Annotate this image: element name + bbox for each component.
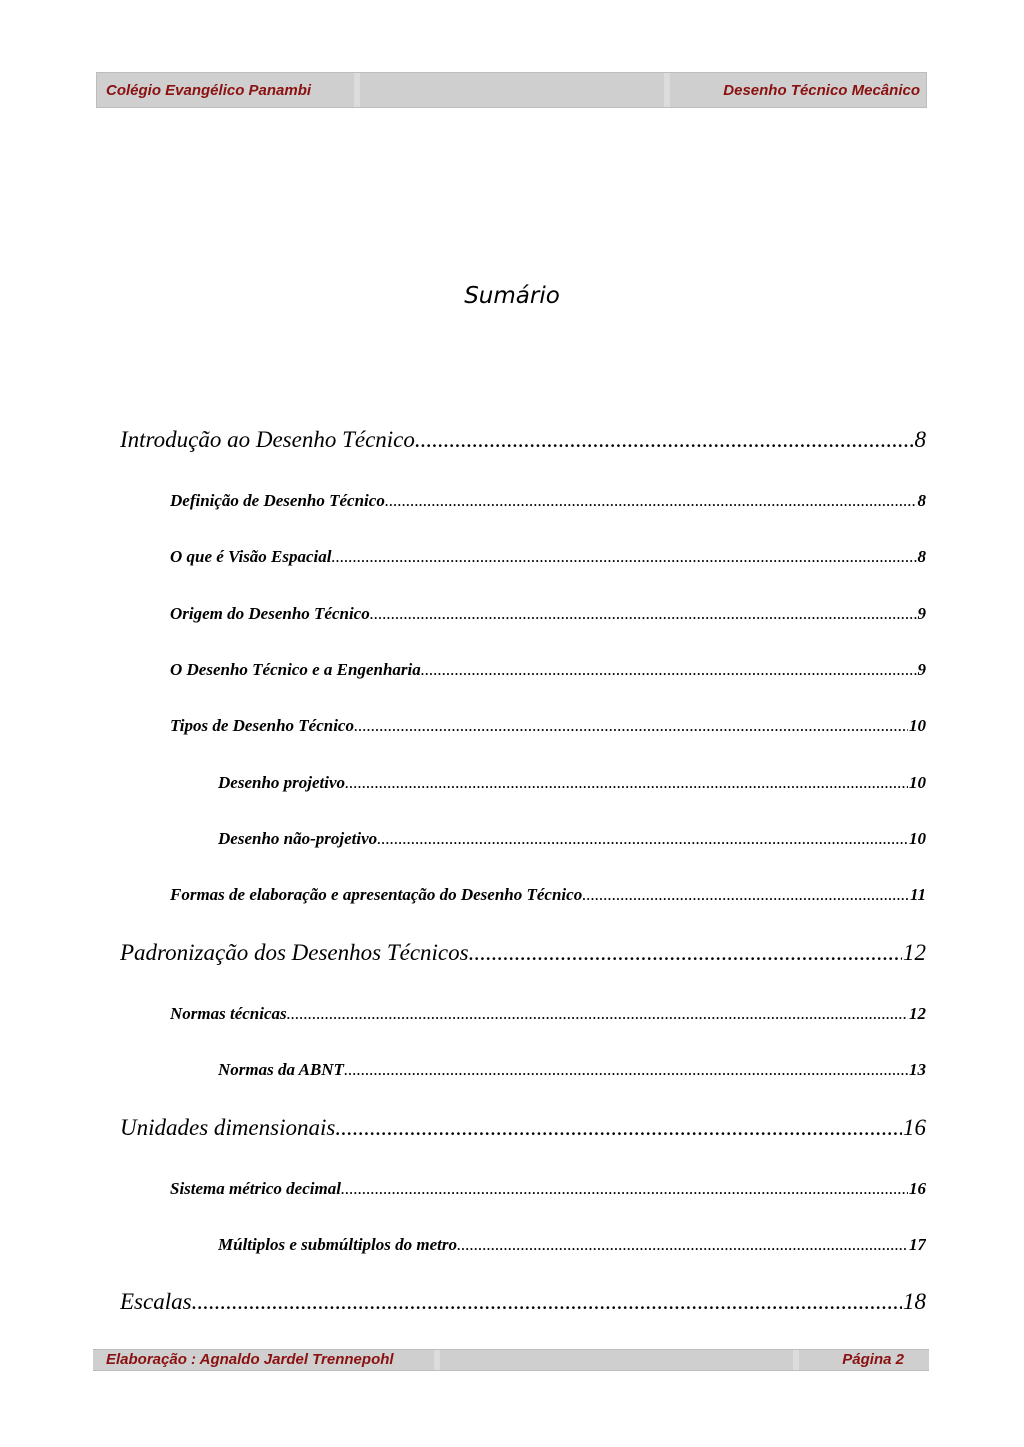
toc-entry-subsection[interactable] [218,829,926,849]
footer-divider [434,1350,440,1370]
toc-entry-label: Introdução ao Desenho Técnico [120,427,415,452]
toc-leader-dots [421,660,917,680]
toc-entry-chapter[interactable] [120,1115,926,1141]
toc-entry-section[interactable] [170,1179,926,1199]
toc-entry-page: 10 [909,773,926,792]
toc-entry-label: Formas de elaboração e apresentação do Desenho Técnico [170,885,583,904]
toc-leader-dots [335,1115,902,1141]
header-course-name: Desenho Técnico Mecânico [723,82,920,99]
toc-entry-page: 9 [917,660,926,679]
footer-author: Elaboração : Agnaldo Jardel Trennepohl [106,1351,394,1368]
toc-entry-section[interactable] [170,604,926,624]
toc-entry-page: 8 [917,491,926,510]
toc-entry-label: Normas da ABNT [218,1060,344,1079]
toc-leader-dots [341,1179,908,1199]
page-footer [93,1349,929,1371]
toc-entry-label: Escalas [120,1289,192,1314]
toc-leader-dots [377,829,908,849]
toc-entry-label: Definição de Desenho Técnico [170,491,385,510]
page-header [96,72,927,108]
header-divider [664,73,670,107]
toc-entry-page: 10 [909,829,926,848]
toc-entry-page: 8 [914,427,926,452]
toc-entry-section[interactable] [170,660,926,680]
toc-entry-section[interactable] [170,1004,926,1024]
toc-entry-page: 17 [909,1235,926,1254]
toc-entry-chapter[interactable] [120,1289,926,1315]
toc-entry-section[interactable] [170,491,926,511]
toc-leader-dots [385,491,917,511]
toc-entry-label: Sistema métrico decimal [170,1179,341,1198]
toc-entry-section[interactable] [170,716,926,736]
toc-leader-dots [345,773,908,793]
toc-entry-page: 8 [917,547,926,566]
toc-leader-dots [287,1004,908,1024]
toc-leader-dots [415,427,914,453]
toc-entry-label: Origem do Desenho Técnico [170,604,370,623]
toc-entry-section[interactable] [170,547,926,567]
toc-entry-label: O Desenho Técnico e a Engenharia [170,660,421,679]
toc-leader-dots [457,1235,908,1255]
toc-entry-page: 10 [909,716,926,735]
toc-entry-label: Normas técnicas [170,1004,287,1023]
toc-entry-subsection[interactable] [218,1060,926,1080]
toc-leader-dots [344,1060,908,1080]
toc-entry-page: 12 [903,940,926,965]
toc-entry-chapter[interactable] [120,427,926,453]
toc-entry-page: 16 [909,1179,926,1198]
toc-entry-label: Múltiplos e submúltiplos do metro [218,1235,457,1254]
header-divider [354,73,360,107]
toc-entry-page: 9 [917,604,926,623]
toc-leader-dots [354,716,908,736]
toc-leader-dots [582,885,909,905]
toc-entry-label: Desenho não-projetivo [218,829,378,848]
toc-entry-page: 11 [909,885,926,904]
toc-entry-subsection[interactable] [218,773,926,793]
toc-entry-label: Desenho projetivo [218,773,346,792]
toc-entry-label: Padronização dos Desenhos Técnicos [120,940,469,965]
toc-entry-page: 18 [903,1289,926,1314]
toc-leader-dots [332,547,917,567]
header-school-name: Colégio Evangélico Panambi [106,82,312,99]
toc-entry-label: O que é Visão Espacial [170,547,332,566]
toc-entry-label: Tipos de Desenho Técnico [170,716,354,735]
footer-divider [793,1350,799,1370]
toc-entry-page: 13 [909,1060,926,1079]
toc-entry-subsection[interactable] [218,1235,926,1255]
toc-entry-page: 16 [903,1115,926,1140]
toc-entry-label: Unidades dimensionais [120,1115,336,1140]
page-title: Sumário [464,283,560,309]
toc-entry-chapter[interactable] [120,940,926,966]
toc-leader-dots [192,1289,902,1315]
toc-leader-dots [370,604,917,624]
toc-entry-section[interactable] [170,885,926,905]
footer-page-number: Página 2 [842,1351,904,1368]
toc-leader-dots [469,940,902,966]
toc-entry-page: 12 [909,1004,926,1023]
